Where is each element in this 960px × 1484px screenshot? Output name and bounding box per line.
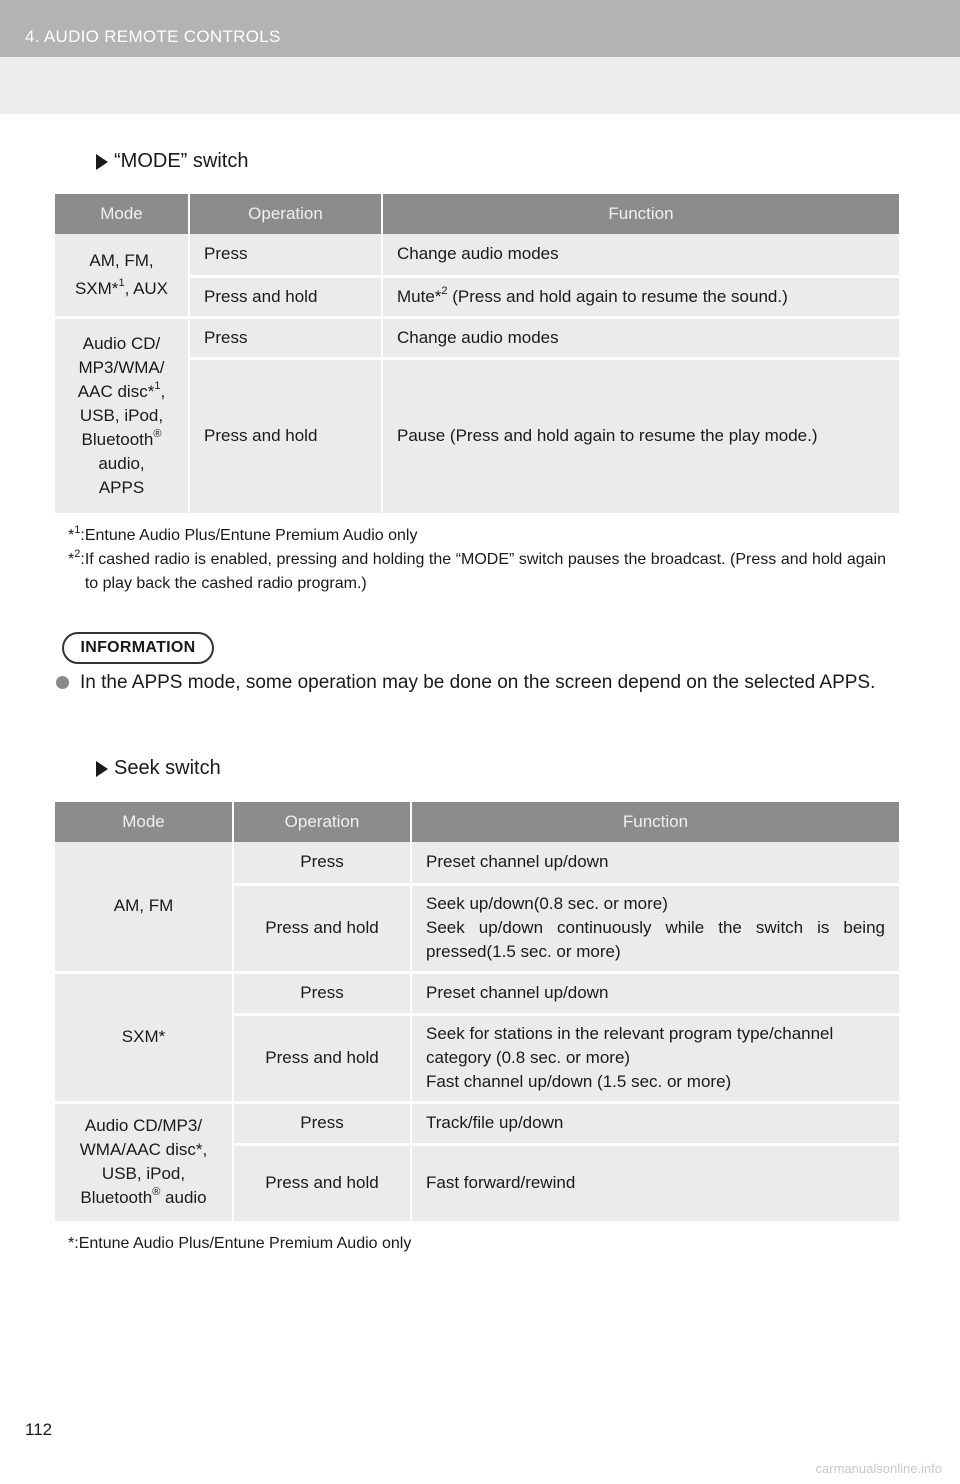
function-cell: Seek for stations in the relevant program type/channel category (0.8 sec. or more) Fast channel up/down (1.5 sec. or more) — [411, 1014, 899, 1102]
chapter-title: 4. AUDIO REMOTE CONTROLS — [25, 27, 281, 46]
page-number: 112 — [25, 1420, 53, 1439]
seek-switch-table — [55, 802, 899, 1224]
footnote: *: Entune Audio Plus/Entune Premium Audio only — [68, 1235, 412, 1252]
page-header — [0, 0, 960, 114]
mode-cell: SXM* — [55, 972, 233, 1102]
information-item: In the APPS mode, some operation may be done on the screen depend on the selected APPS. — [56, 670, 898, 695]
mode-switch-footnotes — [68, 524, 886, 596]
table-row — [55, 317, 899, 358]
mode-switch-heading — [96, 150, 248, 173]
column-header-mode: Mode — [55, 802, 233, 842]
function-cell: Pause (Press and hold again to resume the play mode.) — [382, 358, 899, 514]
triangle-bullet-icon — [96, 154, 108, 170]
function-cell: Mute*$^2$ (Press and hold again to resume the sound.) — [382, 276, 899, 317]
column-header-function: Function — [382, 194, 899, 234]
seek-switch-title: Seek switch — [114, 757, 221, 779]
seek-switch-footnote — [68, 1232, 886, 1256]
operation-cell: Press — [189, 234, 382, 276]
mode-cell: AM, FM — [55, 842, 233, 972]
table-header-row — [55, 802, 899, 842]
operation-cell: Press — [233, 842, 411, 884]
function-cell: Fast forward/rewind — [411, 1144, 899, 1222]
mode-cell: Audio CD/MP3/ WMA/AAC disc*, USB, iPod, Bluetooth® audio — [55, 1102, 233, 1222]
column-header-function: Function — [411, 802, 899, 842]
operation-cell: Press and hold — [233, 1144, 411, 1222]
seek-switch-heading — [96, 757, 221, 780]
column-header-mode: Mode — [55, 194, 189, 234]
mode-cell: Audio CD/ MP3/WMA/ AAC disc*$^1$, USB, iPod, Bluetooth® audio, APPS — [55, 317, 189, 514]
function-cell: Preset channel up/down — [411, 972, 899, 1014]
operation-cell: Press and hold — [233, 884, 411, 972]
triangle-bullet-icon — [96, 761, 108, 777]
column-header-operation: Operation — [233, 802, 411, 842]
operation-cell: Press — [233, 972, 411, 1014]
function-cell: Change audio modes — [382, 234, 899, 276]
table-row — [55, 842, 899, 884]
column-header-operation: Operation — [189, 194, 382, 234]
operation-cell: Press and hold — [189, 358, 382, 514]
operation-cell: Press — [233, 1102, 411, 1144]
circle-bullet-icon — [56, 676, 69, 689]
information-badge: INFORMATION — [62, 632, 214, 664]
function-cell: Preset channel up/down — [411, 842, 899, 884]
function-cell: Change audio modes — [382, 317, 899, 358]
footnote: *$^2$: If cashed radio is enabled, pressing and holding the “MODE” switch pauses the broadcast. (Press and hold again to play back the cashed radio program.) — [68, 547, 886, 592]
function-cell: Track/file up/down — [411, 1102, 899, 1144]
mode-cell: AM, FM, SXM*$^1$, AUX — [55, 234, 189, 317]
watermark: carmanualsonline.info — [815, 1461, 942, 1476]
operation-cell: Press and hold — [233, 1014, 411, 1102]
operation-cell: Press and hold — [189, 276, 382, 317]
mode-switch-table — [55, 194, 899, 516]
table-row — [55, 1102, 899, 1144]
table-row — [55, 972, 899, 1014]
operation-cell: Press — [189, 317, 382, 358]
footnote: *$^1$: Entune Audio Plus/Entune Premium Audio only — [68, 523, 418, 544]
table-header-row — [55, 194, 899, 234]
mode-switch-title: “MODE” switch — [114, 150, 249, 172]
table-row — [55, 234, 899, 276]
function-cell: Seek up/down(0.8 sec. or more) Seek up/down continuously while the switch is being pressed(1.5 sec. or more) — [411, 884, 899, 972]
